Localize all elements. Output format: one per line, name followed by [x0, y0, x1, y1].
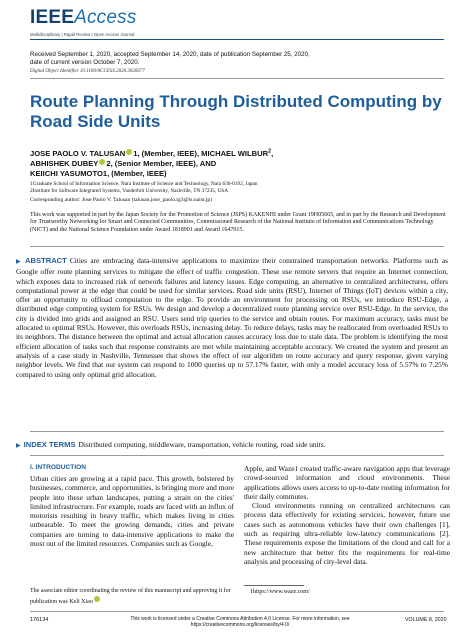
affiliation-2: 2Institute for Software Integrated Systems, Vanderbilt University, Nashville, TN 37235, USA [30, 187, 229, 194]
page-number: 176134 [30, 617, 49, 623]
received-line: Received September 1, 2020, accepted September 14, 2020, date of publication September 25, 2020, [30, 51, 310, 58]
index-terms-label: INDEX TERMS [23, 440, 76, 449]
header-rule [30, 39, 444, 40]
editor-note [30, 587, 234, 608]
editor-note-text: The associate editor coordinating the review of this manuscript and approving it for publication was Keli Xiao [30, 588, 231, 606]
right-column [244, 464, 450, 566]
author-line-2 [30, 159, 450, 169]
author-line-1-rest: 1, (Member, IEEE), MICHAEL WILBUR [133, 149, 269, 158]
author-dubey: ABHISHEK DUBEY [30, 159, 99, 168]
author-line-3 [30, 169, 450, 179]
affiliation-1: 1Graduate School of Information Science, Nara Institute of Science and Technology, Nara 630-0192, Japan [30, 181, 258, 187]
triangle-icon: ▶ [16, 259, 23, 265]
license-notice[interactable]: This work is licensed under a Creative Commons Attribution 4.0 License. For more information, see https://creativecommons.org/licenses/by/4.0/ [130, 616, 350, 628]
footnote-rule [244, 585, 304, 586]
intro-text: Urban cities are growing at a rapid pace. This growth, bolstered by businesses, commerce, and opportunities, is bringing more and more people into these urban landscapes, putting a strain on the cities' limited infrastructure. For example, roads are faced with an influx of motorists resulting in heavy traffic, which makes living in cities unbearable. To meet the growing demands, cities and private companies are turning to data-intensive applications to make the most out of the limited resources. Companies such as Google, [30, 474, 234, 549]
author-talusan: JOSE PAOLO V. TALUSAN [30, 149, 126, 158]
journal-tagline: Multidisciplinary | Rapid Review | Open Access Journal [30, 32, 135, 37]
footnote[interactable]: 1https://www.waze.com/ [250, 589, 310, 595]
index-terms [16, 440, 448, 449]
divider [30, 455, 444, 456]
index-terms-text: Distributed computing, middleware, transportation, vehicle routing, road side units. [78, 440, 326, 449]
paragraph: Apple, and Waze1 created traffic-aware navigation apps that leverage crowd-sourced information and cloud environments. These applications allows users access to up-to-date routing information for their daily commutes. [244, 464, 450, 501]
journal-logo [30, 7, 137, 29]
orcid-icon[interactable] [126, 149, 132, 155]
affiliations [30, 181, 450, 194]
section-heading: I. INTRODUCTION [30, 464, 87, 471]
paper-title: Route Planning Through Distributed Computing by Road Side Units [30, 92, 442, 131]
paragraph: Cloud environments running on centralized architectures can process data effectively for existing services, however, future use cases such as autonomous vehicles have their own challenges [1], such as requiring ultra-reliable low-latency communications [2]. These requirements expose the limitations of the cloud and call for a new architecture that better fits the requirements for real-time analysis and processing of city-level data. [244, 501, 450, 566]
divider [30, 78, 444, 79]
abstract-label: ABSTRACT [25, 256, 67, 265]
corresponding-author: Corresponding author: Jose Paolo V. Talusan (talusan.jose_paolo.tg3@is.naist.jp) [30, 197, 213, 203]
logo-ieee: IEEE [30, 7, 75, 28]
logo-access: Access [74, 7, 137, 28]
footer-rule [30, 611, 444, 612]
orcid-icon[interactable] [99, 159, 105, 165]
volume-info: VOLUME 8, 2020 [405, 617, 447, 623]
current-version-line: date of current version October 7, 2020. [30, 59, 140, 66]
funding-statement: This work was supported in part by the Japan Society for the Promotion of Science (JSPS) KAKENHI under Grant 19H05665, and in part by the Research and Development for Trustworthy Networking for Smart and Connected Communities, Commissioned Research of the National Institute of Information and Communications Technology (NICT) and the National Science Foundation under Award 1818901 and Award 1647015. [30, 212, 446, 233]
divider [30, 431, 444, 432]
author-line-3-rest: 1, (Member, IEEE) [102, 169, 167, 178]
author-yasumoto: KEIICHI YASUMOTO [30, 169, 103, 178]
author-line-2-rest: 2, (Senior Member, IEEE), AND [106, 159, 217, 168]
abstract-text: Cities are embracing data-intensive applications to maximize their constrained transportation networks. Platforms such as Google offer route planning services to mitigate the effect of traffic congestion. These use remote servers that require an Internet connection, which exposes data to increased risk of network failures and latency issues. Edge computing, an alternative to centralized architectures, offers computational power at the edge that could be used for similar services. Road side units (RSU), Internet of Things (IoT) devices within a city, offer an opportunity to offload computation to the edge. To provide an environment for processing on RSUs, we introduce RSU-Edge, a distributed edge computing system for RSUs. We design and develop a decentralized route planning service over RSU-Edge. In the service, the city is divided into grids and assigned an RSU. Users send trip queries to the service and obtain routes. For maximum accuracy, tasks must be allocated to optimal RSUs. However, this overloads RSUs, increasing delay. To reduce delays, tasks may be reallocated from overloaded RSUs to its neighbors. The distance between the optimal and actual allocation causes accuracy loss due to stale data. The problem is identifying the most efficient allocation of tasks such that response constraints are met while maintaining acceptable accuracy. We created the system and present an analysis of a case study in Nashville, Tennessee that shows the effect of our algorithm on route accuracy and query response, given varying neighbor levels. We find that our system can respond to 1000 queries up to 57.17% faster, with only a model accuracy loss of 5.57% to 7.25% compared to using only optimal grid allocation. [16, 256, 448, 379]
orcid-icon[interactable] [94, 596, 100, 602]
affil-sup: 2 [268, 148, 272, 155]
divider [30, 246, 444, 247]
triangle-icon: ▶ [16, 443, 21, 449]
author-line-1-end: , [271, 149, 274, 158]
abstract [16, 256, 448, 379]
received-dates [30, 51, 450, 67]
author-list [30, 149, 450, 179]
author-line-1 [30, 149, 450, 159]
doi[interactable]: Digital Object Identifier 10.1109/ACCESS.2020.3026677 [30, 69, 145, 74]
